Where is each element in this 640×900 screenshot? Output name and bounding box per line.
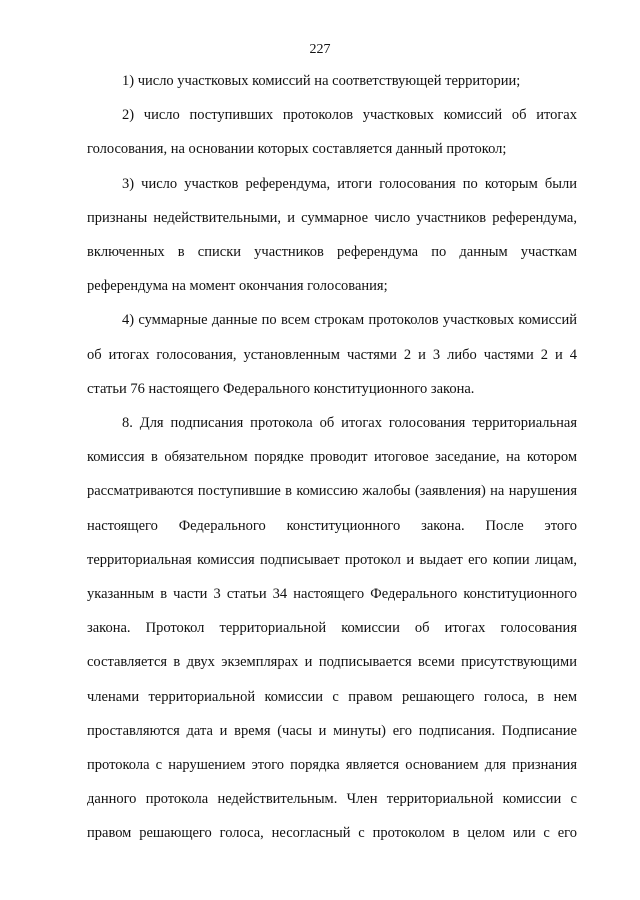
paragraph-item-3: 3) число участков референдума, итоги голосования по которым были признаны недействительными, и суммарное число участников референдума, включенных в списки участников референдума по данным участкам референдума на момент окончания голосования; xyxy=(87,175,577,295)
paragraph-point-8: 8. Для подписания протокола об итогах голосования территориальная комиссия в обязательном порядке проводит итоговое заседание, на котором рассматриваются поступившие в комиссию жалобы (заявления) на нарушения настоящего Федерального конституционного закона. После этого территориальная комиссия подписывает протокол и выдает его копии лицам, указанным в части 3 статьи 34 настоящего Федерального конституционного закона. Протокол территориальной комиссии об итогах голосования составляется в двух экземплярах и подписывается всеми присутствующими членами территориальной комиссии с правом решающего голоса, в нем проставляются дата и время (часы и минуты) его подписания. Подписание протокола с нарушением этого порядка является основанием для признания данного протокола недействительным. Член территориальной комиссии с правом решающего голоса, несогласный с протоколом в целом или с его xyxy=(87,415,577,842)
page-number: 227 xyxy=(309,42,331,57)
paragraph-item-4: 4) суммарные данные по всем строкам протоколов участковых комиссий об итогах голосования, установленным частями 2 и 3 либо частями 2 и 4 статьи 76 настоящего Федерального конституционного закона. xyxy=(87,312,577,397)
paragraph-item-2: 2) число поступивших протоколов участковых комиссий об итогах голосования, на основании которых составляется данный протокол; xyxy=(87,107,577,158)
paragraph-item-1: 1) число участковых комиссий на соответствующей территории; xyxy=(122,73,521,89)
document-body xyxy=(87,64,577,851)
